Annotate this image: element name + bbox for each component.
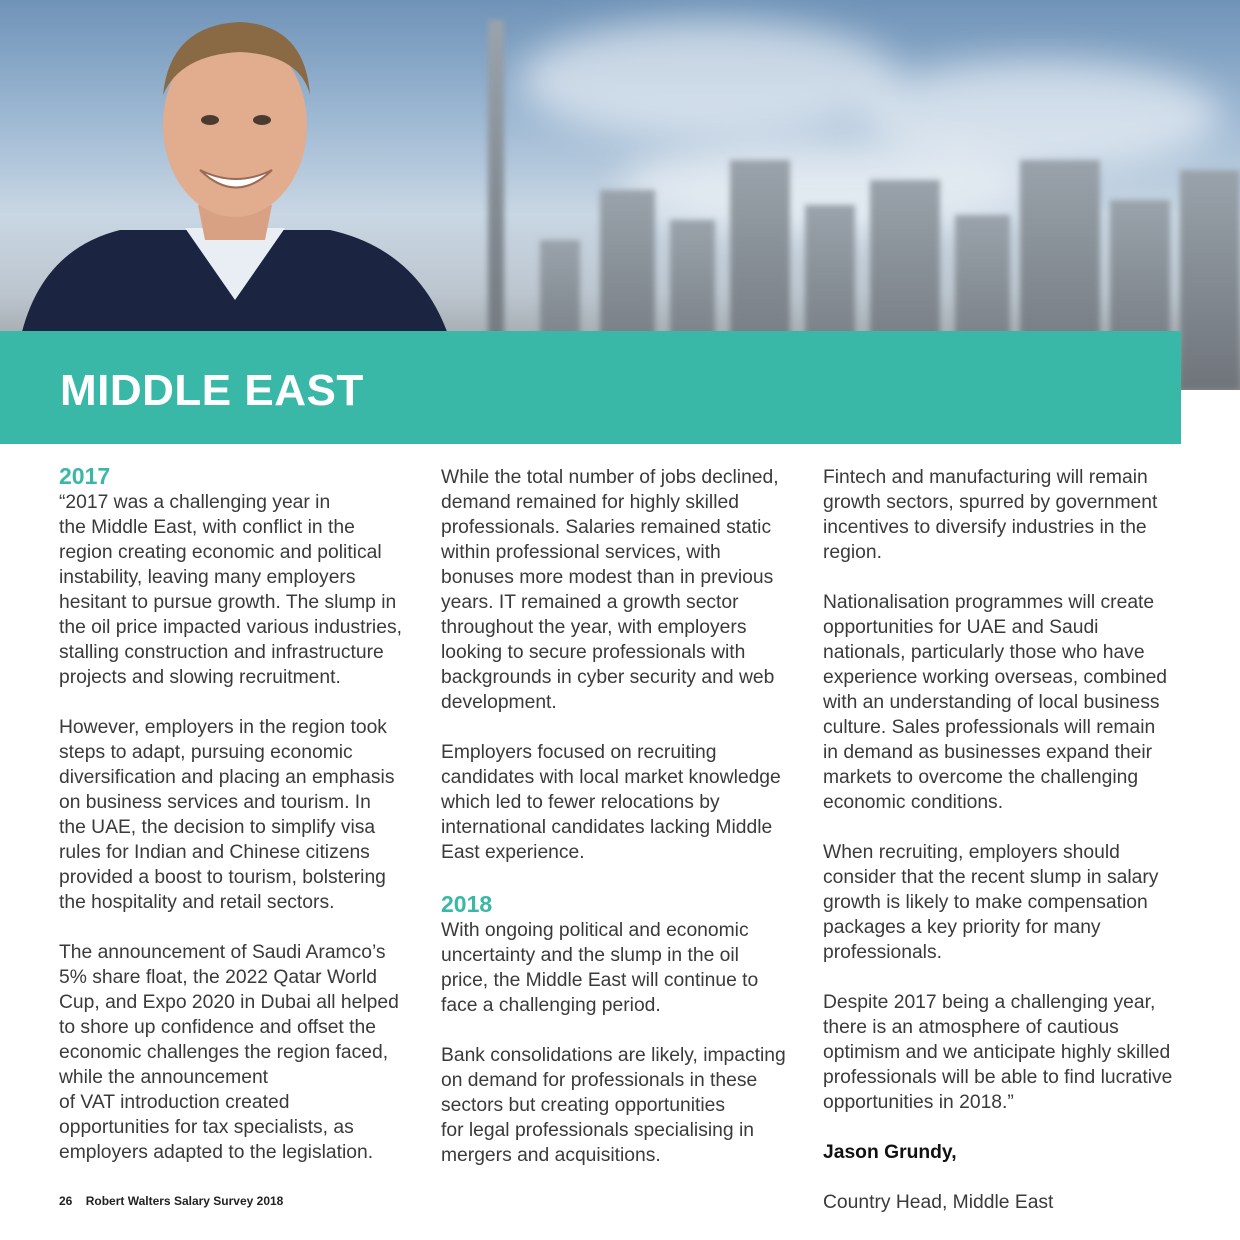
paragraph: When recruiting, employers should consider that the recent slump in salary growth is likely to make compensation packages a key priority for many professionals. — [823, 842, 1159, 963]
portrait-photo — [0, 0, 460, 340]
signature-title: Country Head, Middle East — [823, 1192, 1054, 1213]
cloud-shape — [520, 20, 900, 140]
paragraph: The announcement of Saudi Aramco’s 5% share float, the 2022 Qatar World Cup, and Expo 2020 in Dubai all helped to shore up confidence and offset the economic challenges the region faced, while the announcement of VAT introduction created opportunities for tax specialists, as employers adapted to the legislation. — [59, 942, 399, 1163]
paragraph: While the total number of jobs declined, demand remained for highly skilled professionals. Salaries remained static within professional services, with bonuses more modest than in previous years. IT remained a growth sector throughout the year, with employers looking to secure professionals with backgrounds in cyber security and web development. — [441, 467, 779, 713]
paragraph: Nationalisation programmes will create opportunities for UAE and Saudi nationals, particularly those who have experience working overseas, combined with an understanding of local business culture. Sales professionals will remain in demand as businesses expand their markets to overcome the challenging economic conditions. — [823, 592, 1168, 813]
paragraph: However, employers in the region took steps to adapt, pursuing economic diversification and placing an emphasis on business services and tourism. In the UAE, the decision to simplify visa rules for Indian and Chinese citizens provided a boost to tourism, bolstering the hospitality and retail sectors. — [59, 717, 395, 913]
publication-name: Robert Walters Salary Survey 2018 — [85, 1194, 284, 1208]
paragraph: “2017 was a challenging year in the Middle East, with conflict in the region creating economic and political instability, leaving many employers hesitant to pursue growth. The slump in the oil price impacted various industries, stalling construction and infrastructure projects and slowing recruitment. — [59, 492, 402, 688]
heading-2018: 2018 — [441, 891, 493, 917]
text-column-3 — [823, 465, 1183, 1240]
skyline-tower — [1180, 170, 1240, 390]
paragraph: With ongoing political and economic uncertainty and the slump in the oil price, the Middle East will continue to face a challenging period. — [441, 920, 759, 1016]
paragraph: Fintech and manufacturing will remain growth sectors, spurred by government incentives to diversify industries in the region. — [823, 467, 1158, 563]
paragraph: Despite 2017 being a challenging year, there is an atmosphere of cautious optimism and we anticipate highly skilled professionals will be able to find lucrative opportunities in 2018.” — [823, 992, 1173, 1113]
heading-2017: 2017 — [59, 463, 111, 489]
paragraph: Bank consolidations are likely, impacting on demand for professionals in these sectors but creating opportunities for legal professionals specialising in mergers and acquisitions. — [441, 1045, 786, 1166]
text-column-1 — [59, 462, 419, 1190]
page-footer — [59, 1194, 283, 1208]
page-number: 26 — [59, 1194, 73, 1208]
text-column-2 — [441, 465, 801, 1193]
page-title: MIDDLE EAST — [60, 366, 364, 415]
signature-name: Jason Grundy, — [823, 1142, 957, 1163]
paragraph: Employers focused on recruiting candidates with local market knowledge which led to fewer relocations by international candidates lacking Middle East experience. — [441, 742, 781, 863]
